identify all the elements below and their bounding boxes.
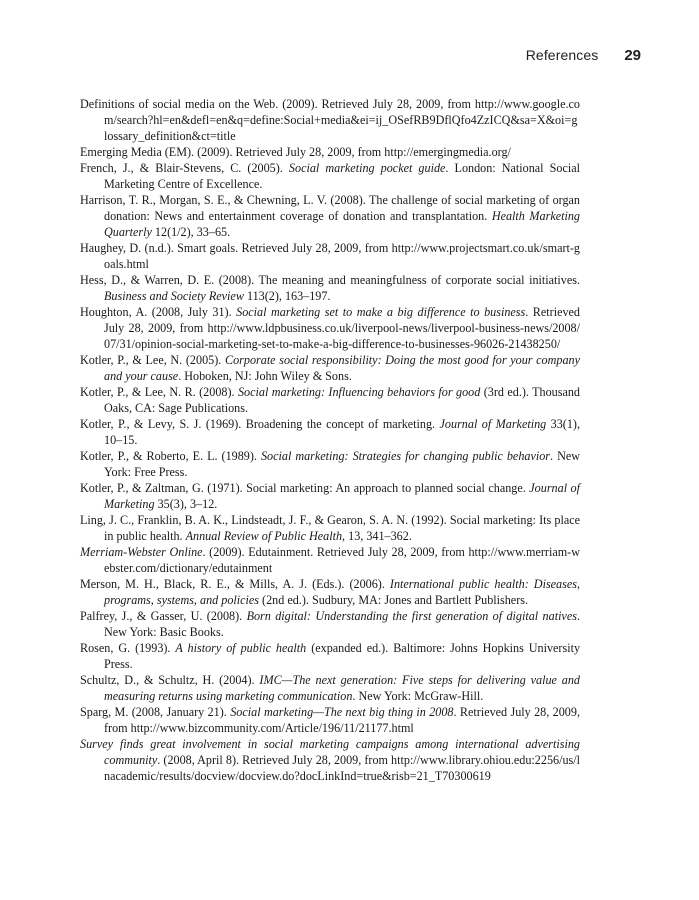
reference-text: Palfrey, J., & Gasser, U. (2008). [80, 609, 247, 623]
reference-entry [80, 448, 580, 480]
reference-text: Rosen, G. (1993). [80, 641, 176, 655]
reference-text: 33(1), 10–15. [104, 417, 580, 447]
reference-entry [80, 608, 580, 640]
reference-text: . (2008, April 8). Retrieved July 28, 2009, from [157, 753, 392, 767]
reference-text: (2nd ed.). Sudbury, MA: Jones and Bartlett Publishers. [259, 593, 528, 607]
reference-entry [80, 672, 580, 704]
reference-title: Health Marketing Quarterly [104, 209, 580, 239]
reference-url[interactable]: http://www.library.ohiou.edu:2256/us/lnacademic/results/docview/docview.do?docLinkInd=true&risb=21_T70300619 [104, 753, 580, 783]
reference-entry [80, 304, 580, 352]
reference-title: Business and Society Review [104, 289, 244, 303]
reference-url[interactable]: http://www.projectsmart.co.uk/smart-goals.html [104, 241, 580, 271]
reference-text: Kotler, P., & Zaltman, G. (1971). Social marketing: An approach to planned social change. [80, 481, 530, 495]
reference-text: 12(1/2), 33–65. [151, 225, 231, 239]
reference-text: . London: National Social Marketing Centre of Excellence. [104, 161, 580, 191]
reference-text: Merson, M. H., Black, R. E., & Mills, A. J. (Eds.). (2006). [80, 577, 390, 591]
reference-entry [80, 640, 580, 672]
reference-entry [80, 736, 580, 784]
reference-entry [80, 144, 580, 160]
reference-text: Kotler, P., & Levy, S. J. (1969). Broadening the concept of marketing. [80, 417, 440, 431]
reference-title: Born digital: Understanding the first generation of digital natives [246, 609, 577, 623]
reference-title: Corporate social responsibility: Doing the most good for your company and your cause [104, 353, 580, 383]
reference-title: Annual Review of Public Health [185, 529, 343, 543]
reference-text: Haughey, D. (n.d.). Smart goals. Retrieved July 28, 2009, from [80, 241, 392, 255]
reference-text: Kotler, P., & Roberto, E. L. (1989). [80, 449, 261, 463]
reference-text: Sparg, M. (2008, January 21). [80, 705, 231, 719]
reference-title: Social marketing—The next big thing in 2008 [230, 705, 454, 719]
reference-list [80, 96, 580, 784]
reference-text: . Retrieved July 28, 2009, from [104, 305, 580, 335]
reference-entry [80, 384, 580, 416]
reference-entry [80, 704, 580, 736]
reference-text: 35(3), 3–12. [154, 497, 218, 511]
reference-text: . New York: Free Press. [104, 449, 580, 479]
reference-title: Journal of Marketing [104, 481, 581, 511]
reference-title: Merriam-Webster Online [80, 545, 203, 559]
reference-text: . New York: Basic Books. [104, 609, 580, 639]
reference-text: Hess, D., & Warren, D. E. (2008). The meaning and meaningfulness of corporate social initiatives. [80, 273, 580, 287]
reference-text: . New York: McGraw-Hill. [352, 689, 484, 703]
reference-text: Ling, J. C., Franklin, B. A. K., Lindsteadt, J. F., & Gearon, S. A. N. (1992). Social marketing: Its place in public health. [80, 513, 580, 543]
reference-text: (3rd ed.). Thousand Oaks, CA: Sage Publications. [104, 385, 581, 415]
reference-text: 113(2), 163–197. [243, 289, 331, 303]
page-number: 29 [624, 47, 641, 64]
reference-text: Schultz, D., & Schultz, H. (2004). [80, 673, 260, 687]
reference-entry [80, 352, 580, 384]
reference-entry [80, 544, 580, 576]
section-title: References [525, 47, 599, 63]
reference-text: French, J., & Blair-Stevens, C. (2005). [80, 161, 289, 175]
reference-text: Definitions of social media on the Web. (2009). Retrieved July 28, 2009, from [80, 97, 475, 111]
reference-entry [80, 416, 580, 448]
reference-title: International public health: Diseases, programs, systems, and policies [104, 577, 580, 607]
reference-title: Survey finds great involvement in social marketing campaigns among international advertising community [80, 737, 580, 767]
reference-url[interactable]: http://emergingmedia.org/ [384, 145, 511, 159]
reference-text: Emerging Media (EM). (2009). Retrieved July 28, 2009, from [80, 145, 385, 159]
reference-text: Harrison, T. R., Morgan, S. E., & Chewning, L. V. (2008). The challenge of social marketing of organ donation: News and entertainment coverage of donation and transplantation. [80, 193, 580, 223]
reference-entry [80, 96, 580, 144]
reference-title: Social marketing set to make a big difference to business [236, 305, 526, 319]
reference-entry [80, 512, 580, 544]
running-header [526, 47, 641, 64]
reference-title: IMC—The next generation: Five steps for delivering value and measuring returns using marketing communication [104, 673, 580, 703]
reference-entry [80, 160, 580, 192]
reference-title: Social marketing: Strategies for changing public behavior [260, 449, 551, 463]
reference-title: Journal of Marketing [439, 417, 547, 431]
reference-title: Social marketing pocket guide [288, 161, 446, 175]
reference-text: Kotler, P., & Lee, N. (2005). [80, 353, 225, 367]
reference-url[interactable]: http://www.merriam-webster.com/dictionary/edutainment [104, 545, 580, 575]
reference-text: . Hoboken, NJ: John Wiley & Sons. [178, 369, 352, 383]
reference-text: Houghton, A. (2008, July 31). [80, 305, 237, 319]
reference-entry [80, 272, 580, 304]
reference-text: . (2009). Edutainment. Retrieved July 28, 2009, from [202, 545, 469, 559]
reference-url[interactable]: http://www.google.com/search?hl=en&defl=en&q=define:Social+media&ei=ij_OSefRB9DflQfo4ZzICQ&sa=X&oi=glossary_definition&ct=title [104, 97, 580, 143]
reference-entry [80, 576, 580, 608]
reference-text: . Retrieved July 28, 2009, from [104, 705, 580, 735]
reference-title: Social marketing: Influencing behaviors for good [237, 385, 481, 399]
reference-title: A history of public health [175, 641, 307, 655]
reference-entry [80, 240, 580, 272]
reference-url[interactable]: http://www.bizcommunity.com/Article/196/11/21177.html [130, 721, 414, 735]
reference-entry [80, 480, 580, 512]
reference-url[interactable]: http://www.ldpbusiness.co.uk/liverpool-news/liverpool-business-news/2008/07/31/opinion-social-marketing-set-to-make-a-big-difference-to-businesses-96026-21438250/ [104, 321, 580, 351]
reference-text: (expanded ed.). Baltimore: Johns Hopkins University Press. [104, 641, 581, 671]
reference-text: , 13, 341–362. [342, 529, 412, 543]
reference-text: Kotler, P., & Lee, N. R. (2008). [80, 385, 238, 399]
reference-entry [80, 192, 580, 240]
